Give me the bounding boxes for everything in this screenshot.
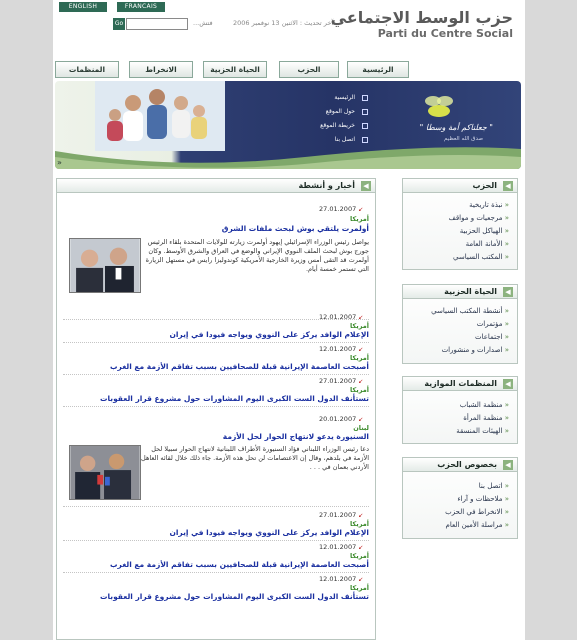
divider: [63, 342, 369, 343]
news-title-link[interactable]: تستأنف الدول الست الكبرى اليوم المشاورات حول مشروع قرار العقوبات: [99, 394, 369, 403]
sidebar-link[interactable]: « نبذة تاريخية: [469, 201, 509, 209]
news-date: 12.01.2007 ↙: [319, 543, 365, 551]
sitemap-icon: [362, 123, 368, 129]
news-body: دعا رئيس الوزراء اللبناني فؤاد السنيورة الأطراف اللبنانية لانتهاج الحوار سبيلا لحل الأزمة في بلدهم، وقال إن الاعتصامات لن تحل هذه الأزمة. جاء ذلك خلال لقائه العاهل الأردني بعمان في . . .: [141, 445, 369, 471]
search-go-button[interactable]: Go: [113, 18, 125, 30]
sidebar-box-title: الحزب: [472, 181, 497, 190]
news-item: [63, 575, 369, 605]
divider: [63, 540, 369, 541]
divider: [63, 406, 369, 407]
news-title-link[interactable]: أصبحت العاصمة الإيرانية قبلة للصحافيين بسبب تفاقم الأزمة مع الغرب: [110, 362, 369, 371]
sidebar-box-header: [403, 377, 517, 391]
sidebar-link[interactable]: « مؤتمرات: [477, 320, 509, 328]
news-category: أمريكا: [350, 386, 369, 394]
news-date: 12.01.2007 ↙: [319, 345, 365, 353]
news-title-link[interactable]: الإعلام الوافد يركز على النووي ويواجه فيودا في إيران: [169, 528, 369, 537]
news-item: [63, 377, 369, 407]
news-item: [63, 543, 369, 573]
sidebar-box-title: بخصوص الحزب: [437, 460, 497, 469]
sidebar-link[interactable]: « ملاحظات و آراء: [457, 495, 509, 503]
news-body: يواصل رئيس الوزراء الإسرائيلي إيهود أولمرت زيارته للولايات المتحدة بلقاء الرئيس جورج بوش لبحث الملف النووي الإيراني والوضع في العراق والشرق الأوسط. وكان أولمرت قد التقى أمس وزيرة الخارجية الأمريكية كوندوليزا رايس في مستهل الزيارة التي تستمر خمسة أيام.: [145, 238, 369, 273]
home-icon: [362, 95, 368, 101]
news-category: أمريكا: [350, 322, 369, 330]
sidebar-link[interactable]: « اصدارات و منشورات: [442, 346, 509, 354]
sidebar-link[interactable]: « منظمة المرأة: [463, 414, 509, 422]
logo-french[interactable]: Parti du Centre Social: [377, 27, 513, 40]
box-arrow-icon: ◀: [361, 181, 371, 191]
divider: [63, 506, 369, 507]
sidebar-link[interactable]: « مرجعيات و مواقف: [449, 214, 509, 222]
box-arrow-icon: ◀: [503, 460, 513, 470]
news-item: [63, 205, 369, 320]
banner-slogan-source: صدق الله العظيم: [444, 136, 483, 142]
news-date: 27.01.2007 ↙: [319, 511, 365, 519]
sidebar-link[interactable]: « الانخراط في الحزب: [445, 508, 509, 516]
news-title-link[interactable]: السنيورة يدعو لانتهاج الحوار لحل الأزمة: [222, 432, 369, 441]
banner-link-sitemap[interactable]: خريطة الموقع: [320, 122, 355, 129]
news-item: [63, 415, 369, 507]
mail-icon: [362, 137, 368, 143]
box-arrow-icon: ◀: [503, 287, 513, 297]
sidebar-box-title: الحياة الحزبية: [444, 287, 497, 296]
banner-link-about[interactable]: حول الموقع: [325, 108, 355, 115]
news-title-link[interactable]: أصبحت العاصمة الإيرانية قبلة للصحافيين بسبب تفاقم الأزمة مع الغرب: [110, 560, 369, 569]
news-photo[interactable]: [69, 238, 141, 293]
last-update-text: آخر تحديث : الاثنين 13 نوفمبر 2006: [233, 19, 334, 27]
sidebar-link[interactable]: « الأمانة العامة: [466, 240, 509, 248]
divider: [63, 572, 369, 573]
box-arrow-icon: ◀: [503, 379, 513, 389]
news-date: 12.01.2007 ↙: [319, 313, 365, 321]
news-category: أمريكا: [350, 354, 369, 362]
tab-home[interactable]: الرئيسية: [347, 61, 409, 78]
sidebar-link[interactable]: « الهياكل الحزبية: [460, 227, 509, 235]
news-photo[interactable]: [69, 445, 141, 500]
bee-logo-icon: [419, 93, 459, 123]
search-label: فتش...: [193, 19, 213, 27]
search-input[interactable]: [126, 18, 188, 30]
banner-wave: [55, 141, 521, 169]
news-box-title: أخبار و أنشطة: [298, 181, 355, 190]
news-item: [63, 511, 369, 541]
tab-party[interactable]: الحزب: [279, 61, 339, 78]
sidebar-box-party-life: [402, 284, 518, 364]
box-arrow-icon: ◀: [503, 181, 513, 191]
news-title-link[interactable]: تستأنف الدول الست الكبرى اليوم المشاورات حول مشروع قرار العقوبات: [99, 592, 369, 601]
news-date: 27.01.2007 ↙: [319, 205, 365, 213]
news-date: 12.01.2007 ↙: [319, 575, 365, 583]
tab-membership[interactable]: الانخراط: [129, 61, 193, 78]
news-box-header: [57, 179, 375, 193]
banner-slogan: " جعلناكم أمة وسطا ": [419, 123, 493, 132]
page: [53, 0, 525, 640]
news-date: 27.01.2007 ↙: [319, 377, 365, 385]
tab-parallel-orgs[interactable]: المنظمات: [55, 61, 119, 78]
francais-button[interactable]: FRANCAIS: [117, 2, 165, 12]
sidebar-link[interactable]: « منظمة الشباب: [460, 401, 509, 409]
sidebar-link[interactable]: « اتصل بنا: [479, 482, 509, 490]
news-category: لبنان: [353, 424, 369, 432]
news-box: [56, 178, 376, 640]
sidebar-link[interactable]: « أنشطة المكتب السياسي: [431, 307, 509, 315]
sidebar-link[interactable]: « مراسلة الأمين العام: [445, 521, 509, 529]
news-category: أمريكا: [350, 215, 369, 223]
sidebar-link[interactable]: « الهيئات المنسقة: [456, 427, 509, 435]
banner-link-home[interactable]: الرئيسية: [334, 94, 355, 101]
sidebar-box-about-party: [402, 457, 518, 539]
sidebar-box-party: [402, 178, 518, 270]
tab-party-life[interactable]: الحياة الحزبية: [203, 61, 267, 78]
sidebar-box-header: [403, 458, 517, 472]
news-item: [63, 345, 369, 375]
banner-link-contact[interactable]: اتصل بنا: [334, 136, 355, 143]
sidebar-box-header: [403, 285, 517, 299]
news-item: [63, 313, 369, 343]
news-category: أمريكا: [350, 584, 369, 592]
banner: [55, 81, 521, 169]
news-title-link[interactable]: الإعلام الوافد يركز على النووي ويواجه فيودا في إيران: [169, 330, 369, 339]
sidebar-box-title: المنظمات الموازية: [424, 379, 497, 388]
info-icon: [362, 109, 368, 115]
sidebar-link[interactable]: « المكتب السياسي: [453, 253, 509, 261]
sidebar-link[interactable]: « اجتماعات: [475, 333, 509, 341]
banner-arrow-icon[interactable]: »: [57, 158, 62, 167]
news-date: 20.01.2007 ↙: [319, 415, 365, 423]
english-button[interactable]: ENGLISH: [59, 2, 107, 12]
sidebar-box-header: [403, 179, 517, 193]
news-title-link[interactable]: أولمرت يلتقي بوش لبحث ملفات الشرق: [221, 224, 369, 233]
news-category: أمريكا: [350, 520, 369, 528]
news-category: أمريكا: [350, 552, 369, 560]
divider: [63, 374, 369, 375]
logo-arabic[interactable]: حزب الوسط الاجتماعي: [330, 8, 513, 27]
sidebar-box-parallel-orgs: [402, 376, 518, 444]
